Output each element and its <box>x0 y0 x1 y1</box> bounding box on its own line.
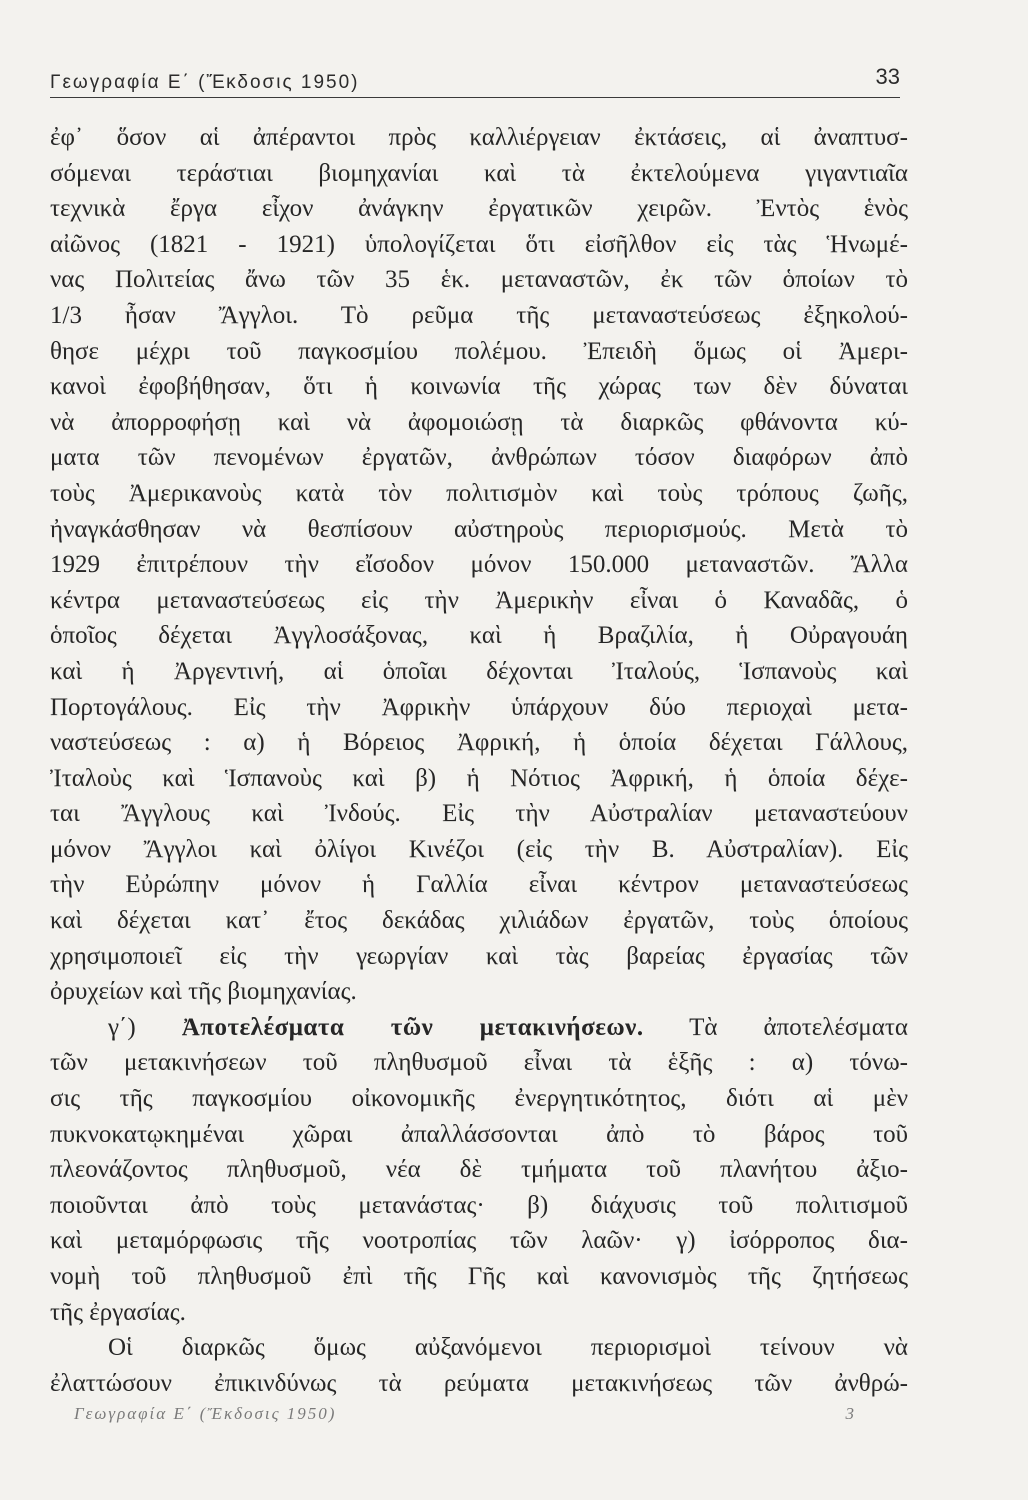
text-line: πλεονάζοντος πληθυσμοῦ, νέα δὲ τμήματα τοῦ πλανήτου ἀξιο- <box>50 1156 908 1184</box>
signature-title: Γεωγραφία Ε΄ (Ἔκδοσις 1950) <box>74 1404 337 1423</box>
text-line: κέντρα μεταναστεύσεως εἰς τὴν Ἀμερικὴν εἶναι ὁ Καναδᾶς, ὁ <box>50 586 908 614</box>
signature-number: 3 <box>845 1404 854 1423</box>
section-heading: Ἀποτελέσματα τῶν μετακινήσεων. <box>181 1013 644 1041</box>
text-line: ναστεύσεως : α) ἡ Βόρειος Ἀφρική, ἡ ὁποία δέχεται Γάλλους, <box>50 729 908 757</box>
text-line: ἐλαττώσουν ἐπικινδύνως τὰ ρεύματα μετακινήσεως τῶν ἀνθρώ- <box>50 1369 908 1397</box>
text-line: αἰῶνος (1821 - 1921) ὑπολογίζεται ὅτι εἰσῆλθον εἰς τὰς Ἡνωμέ- <box>50 230 908 258</box>
running-head <box>50 62 900 102</box>
text-line: νὰ ἀπορροφήσῃ καὶ νὰ ἀφομοιώσῃ τὰ διαρκῶς φθάνοντα κύ- <box>50 408 908 436</box>
text-line: ἠναγκάσθησαν νὰ θεσπίσουν αὐστηροὺς περιορισμούς. Μετὰ τὸ <box>50 515 908 543</box>
text-line: καὶ ἡ Ἀργεντινή, αἱ ὁποῖαι δέχονται Ἰταλούς, Ἱσπανοὺς καὶ <box>50 657 908 685</box>
text-line: πυκνοκατῳκημέναι χῶραι ἀπαλλάσσονται ἀπὸ τὸ βάρος τοῦ <box>50 1120 908 1148</box>
text-line: ποιοῦνται ἀπὸ τοὺς μετανάστας· β) διάχυσις τοῦ πολιτισμοῦ <box>50 1191 908 1219</box>
text-line: νας Πολιτείας ἄνω τῶν 35 ἑκ. μεταναστῶν, ἐκ τῶν ὁποίων τὸ <box>50 266 908 294</box>
section-label: γ΄) <box>108 1013 136 1041</box>
text-line: σόμεναι τεράστιαι βιομηχανίαι καὶ τὰ ἐκτελούμενα γιγαντιαῖα <box>50 159 908 187</box>
text-line: ἐφ᾽ ὅσον αἱ ἀπέραντοι πρὸς καλλιέργειαν ἐκτάσεις, αἱ ἀναπτυσ- <box>50 124 908 151</box>
text-line: τῶν μετακινήσεων τοῦ πληθυσμοῦ εἶναι τὰ ἑξῆς : α) τόνω- <box>50 1049 908 1077</box>
text-line: κανοὶ ἐφοβήθησαν, ὅτι ἡ κοινωνία τῆς χώρας των δὲν δύναται <box>50 373 908 401</box>
text-line: ὁποῖος δέχεται Ἀγγλοσάξονας, καὶ ἡ Βραζιλία, ἡ Οὐραγουάη <box>50 622 908 650</box>
text-line: ματα τῶν πενομένων ἐργατῶν, ἀνθρώπων τόσον διαφόρων ἀπὸ <box>50 444 908 472</box>
section-results-of-migration <box>50 1010 908 1330</box>
text-line: τὴν Εὐρώπην μόνον ἡ Γαλλία εἶναι κέντρον μεταναστεύσεως <box>50 871 908 899</box>
text-line: τεχνικὰ ἔργα εἶχον ἀνάγκην ἐργατικῶν χειρῶν. Ἐντὸς ἑνὸς <box>50 195 908 223</box>
paragraph-restrictions <box>50 1330 908 1401</box>
body-text <box>50 120 908 1401</box>
text-line: τῆς ἐργασίας. <box>50 1298 186 1326</box>
text-line: θησε μέχρι τοῦ παγκοσμίου πολέμου. Ἐπειδὴ ὅμως οἱ Ἀμερι- <box>50 337 908 365</box>
text-line: καὶ μεταμόρφωσις τῆς νοοτροπίας τῶν λαῶν· γ) ἰσόρροπος δια- <box>50 1227 908 1255</box>
text-fragment: Τὰ ἀποτελέσματα <box>689 1013 908 1041</box>
running-head-title: Γεωγραφία Ε΄ (Ἔκδοσις 1950) <box>50 72 360 93</box>
text-line: Ἰταλοὺς καὶ Ἱσπανοὺς καὶ β) ἡ Νότιος Ἀφρική, ἡ ὁποία δέχε- <box>50 764 908 792</box>
text-line: ται Ἄγγλους καὶ Ἰνδούς. Εἰς τὴν Αὐστραλίαν μεταναστεύουν <box>50 800 908 828</box>
text-line: Οἱ διαρκῶς ὅμως αὐξανόμενοι περιορισμοὶ τείνουν νὰ <box>108 1334 908 1362</box>
text-line: ὀρυχείων καὶ τῆς βιομηχανίας. <box>50 978 357 1006</box>
text-line: σις τῆς παγκοσμίου οἰκονομικῆς ἐνεργητικότητος, διότι αἱ μὲν <box>50 1085 908 1113</box>
text-line: καὶ δέχεται κατ᾽ ἔτος δεκάδας χιλιάδων ἐργατῶν, τοὺς ὁποίους <box>50 907 908 935</box>
text-line: Πορτογάλους. Εἰς τὴν Ἀφρικὴν ὑπάρχουν δύο περιοχαὶ μετα- <box>50 693 908 721</box>
header-rule <box>50 97 900 98</box>
printer-signature <box>74 1404 854 1434</box>
paragraph-migration-centers <box>50 120 908 1010</box>
page-number: 33 <box>875 64 900 89</box>
text-line: νομὴ τοῦ πληθυσμοῦ ἐπὶ τῆς Γῆς καὶ κανονισμὸς τῆς ζητήσεως <box>50 1263 908 1290</box>
section-heading-line <box>50 1010 908 1046</box>
text-line: μόνον Ἄγγλοι καὶ ὀλίγοι Κινέζοι (εἰς τὴν Β. Αὐστραλίαν). Εἰς <box>50 835 908 863</box>
text-line: 1/3 ἦσαν Ἄγγλοι. Τὸ ρεῦμα τῆς μεταναστεύσεως ἐξηκολού- <box>50 301 908 329</box>
text-line: 1929 ἐπιτρέπουν τὴν εἴσοδον μόνον 150.000 μεταναστῶν. Ἄλλα <box>50 551 908 579</box>
text-line: χρησιμοποιεῖ εἰς τὴν γεωργίαν καὶ τὰς βαρείας ἐργασίας τῶν <box>50 942 908 970</box>
text-line: τοὺς Ἀμερικανοὺς κατὰ τὸν πολιτισμὸν καὶ τοὺς τρόπους ζωῆς, <box>50 479 908 507</box>
